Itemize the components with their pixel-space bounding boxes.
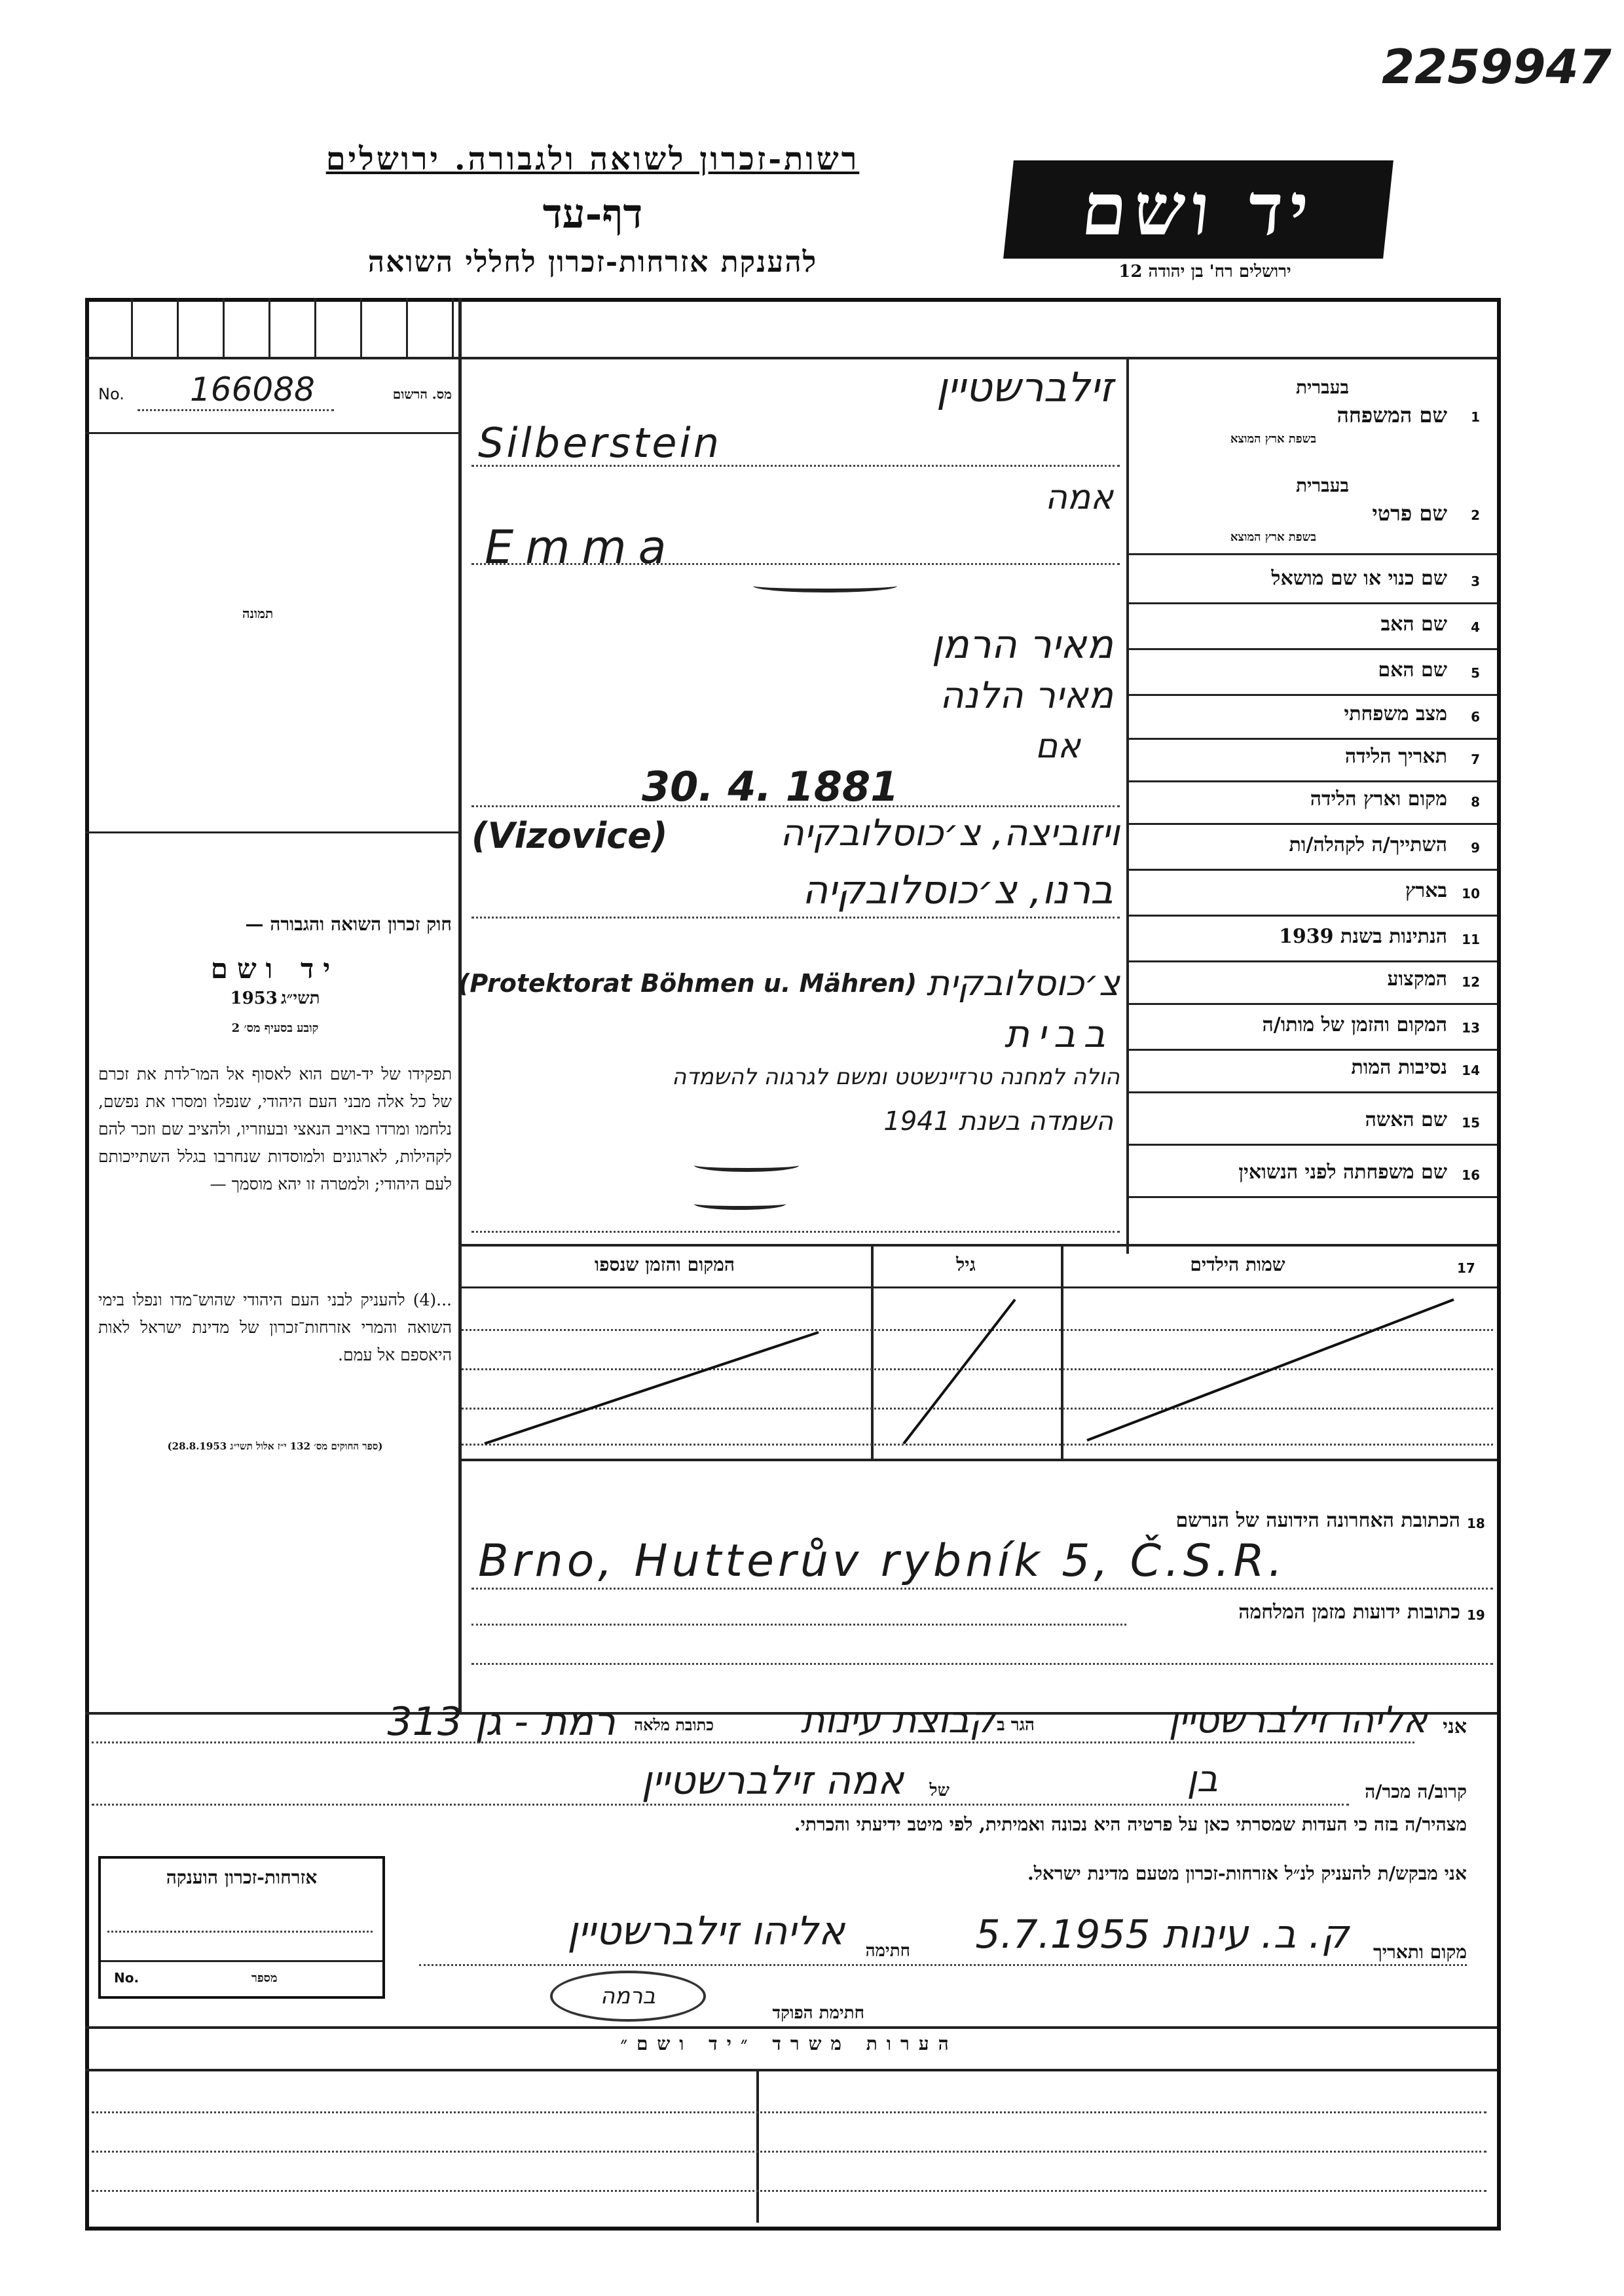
- value-surname-he: זילברשטיין: [936, 363, 1113, 411]
- field-14-label: נסיבות המות: [1351, 1056, 1447, 1079]
- official-label: חתימת הפוקד: [772, 2003, 864, 2023]
- field-12-num: 12: [1462, 974, 1480, 990]
- blank-wife-mark: [694, 1159, 799, 1172]
- law-year-he: תשי״ג: [280, 989, 320, 1008]
- value-given-he: אמה: [1044, 478, 1113, 517]
- field-8-num: 8: [1471, 794, 1480, 810]
- field-15-label: שם האשה: [1365, 1108, 1447, 1131]
- decl-line-4: אני מבקש/ת להעניק לנ״ל אזרחות-זכרון מטעם מדינת ישראל.: [1027, 1863, 1467, 1884]
- decl-relative-label: קרוב/ה מכר/ה: [1365, 1781, 1467, 1802]
- field-16: [1133, 1156, 1480, 1195]
- field-6-label: מצב משפחתי: [1344, 702, 1447, 725]
- value-given-latin: Emma: [485, 520, 678, 574]
- field-3-label: שם כנוי או שם מושאל: [1271, 567, 1447, 590]
- value-community: ברנו, צ׳כוסלובקיה: [802, 867, 1113, 913]
- field-10-label: בארץ: [1405, 879, 1447, 902]
- field-6: [1133, 697, 1480, 737]
- law-year: [98, 989, 452, 1008]
- decl-relation-value: בן: [1187, 1758, 1218, 1800]
- children-num: 17: [1457, 1260, 1475, 1276]
- field-16-label: שם משפחתה לפני הנשואין: [1238, 1161, 1447, 1184]
- field-6-num: 6: [1471, 709, 1480, 725]
- value-birth-date: 30. 4. 1881: [642, 763, 899, 811]
- decl-i-name: אליהו זילברשטיין: [1168, 1699, 1428, 1741]
- field-15-num: 15: [1462, 1115, 1480, 1131]
- field-4-num: 4: [1471, 619, 1480, 635]
- field-11-label: הנתינות בשנת 1939: [1278, 925, 1447, 948]
- field-14: [1133, 1051, 1480, 1090]
- value-surname-latin: Silberstein: [478, 419, 722, 467]
- decl-place-date-label: מקום ותאריך: [1373, 1941, 1467, 1963]
- form-subtitle: להענקת אזרחות-זכרון לחללי השואה: [367, 246, 818, 279]
- decl-signature-label: חתימה: [865, 1941, 910, 1961]
- field-1-sub-bottom: בשפת ארץ המוצא: [1230, 432, 1316, 446]
- law-name: יד ושם: [210, 953, 340, 985]
- decl-place-date-value: ק. ב. עינות 5.7.1955: [975, 1912, 1349, 1958]
- logo-text: יד ושם: [1077, 167, 1320, 251]
- field-3: [1133, 562, 1480, 601]
- decl-resides-label: הגר ב: [997, 1715, 1035, 1735]
- field-1-sub-top: בעברית: [1295, 376, 1349, 398]
- field-1: [1133, 376, 1480, 448]
- declaration-line-1: [92, 1686, 1467, 1758]
- field-13-num: 13: [1462, 1020, 1480, 1036]
- field-14-num: 14: [1462, 1063, 1480, 1078]
- value-nationality-he: צ׳כוסלובקית: [926, 962, 1120, 1004]
- field-15: [1133, 1103, 1480, 1142]
- official-signature: ברמה: [600, 1983, 656, 2009]
- field-10: [1133, 874, 1480, 913]
- field-1-label: שם המשפחה: [1337, 403, 1447, 428]
- last-address-label: הכתובת האחרונה הידועה של הנרשם: [1175, 1509, 1460, 1532]
- field-1-num: 1: [1471, 409, 1480, 425]
- field-7: [1133, 740, 1480, 779]
- field-13-label: המקום והזמן של מותו/ה: [1262, 1013, 1447, 1036]
- yad-vashem-logo: [1003, 160, 1393, 259]
- field-8-label: מקום וארץ הלידה: [1310, 788, 1447, 811]
- value-birthplace-latin: (Vizovice): [471, 815, 668, 856]
- field-7-label: תאריך הלידה: [1344, 745, 1447, 768]
- field-13: [1133, 1008, 1480, 1048]
- field-11-num: 11: [1462, 932, 1480, 947]
- registry-number-row: [98, 373, 452, 412]
- children-header-place: המקום והזמן שנספו: [595, 1254, 735, 1275]
- decl-of-value: אמה זילברשטיין: [641, 1758, 904, 1804]
- wartime-address-num: 19: [1467, 1607, 1485, 1623]
- field-9: [1133, 828, 1480, 867]
- field-5-label: שם האם: [1378, 659, 1447, 682]
- authority-title: רשות-זכרון לשואה ולגבורה. ירושלים: [325, 141, 860, 177]
- decl-of-label: של: [929, 1781, 950, 1800]
- field-8: [1133, 782, 1480, 822]
- value-mother: מאיר הלנה: [940, 674, 1113, 717]
- file-number: 2259947: [1382, 39, 1612, 94]
- children-header-names: שמות הילדים: [1190, 1254, 1285, 1275]
- field-2-sub-top: בעברית: [1295, 475, 1349, 496]
- wartime-address-label: כתובות ידועות מזמן המלחמה: [1238, 1601, 1460, 1624]
- field-9-label: השתייך/ה לקהלה/ות: [1289, 833, 1447, 856]
- decl-i-label: אני: [1443, 1715, 1467, 1738]
- citizenship-number-label: מספר: [251, 1971, 278, 1985]
- law-paragraph-2: ...(4) להעניק לבני העם היהודי שהוש־מדו ונפלו בימי השואה והמרי אזרחות־זכרון של מדינת ישראל לאות היאספם אל עמם.: [98, 1290, 452, 1364]
- decl-signature-value: אליהו זילברשטיין: [567, 1908, 845, 1954]
- last-address-value: Brno, Hutterův rybník 5, Č.S.R.: [478, 1535, 1287, 1587]
- law-paragraph-1: תפקידו של יד-ושם הוא לאסוף אל המו־לדת את זכרם של כל אלה מבני העם היהודי, שנפלו ומסרו את נפשם, נלחמו ומרדו באויב הנאצי ובעוזריו, ולהציב שם וזכר להם לקהילות, לארגונים ולמוסדות שנחרבו בגלל השתייכותם לעם היהודי; ולמטרה זו יהא מוסמך —: [98, 1065, 452, 1194]
- field-4: [1133, 608, 1480, 647]
- field-2-num: 2: [1471, 507, 1480, 523]
- field-4-label: שם האב: [1380, 613, 1447, 636]
- decl-address-label: כתובת מלאה: [634, 1715, 714, 1734]
- notes-title: הערות משרד ״יד ושם״: [620, 2033, 958, 2054]
- field-2-label: שם פרטי: [1372, 501, 1447, 526]
- field-12-label: המקצוע: [1387, 968, 1447, 991]
- children-header-age: גיל: [956, 1254, 976, 1275]
- registry-no-value: 166088: [190, 371, 315, 409]
- form-title: דף-עד: [542, 190, 643, 238]
- field-2: [1133, 475, 1480, 547]
- decl-address-value: רמת - גן 313: [387, 1699, 616, 1745]
- blank-maiden-mark: [694, 1198, 786, 1210]
- field-5-num: 5: [1471, 665, 1480, 681]
- field-3-num: 3: [1471, 574, 1480, 589]
- top-cells: [85, 298, 465, 357]
- value-nationality-latin: (Protektorat Böhmen u. Mähren): [458, 969, 917, 998]
- value-occupation: בבית: [1004, 1011, 1113, 1056]
- blank-pseudonym-mark: [753, 579, 897, 592]
- registry-label: מס. הרשום: [392, 386, 452, 402]
- header-address: ירושלים רח' בן יהודה 12: [1118, 262, 1291, 282]
- value-marital-status: אם: [1035, 727, 1080, 766]
- field-10-num: 10: [1462, 886, 1480, 902]
- field-9-num: 9: [1471, 840, 1480, 856]
- field-7-num: 7: [1471, 752, 1480, 767]
- citizenship-no-label: No.: [114, 1970, 139, 1986]
- field-11: [1133, 920, 1480, 959]
- value-father: מאיר הרמן: [931, 622, 1113, 668]
- photo-label: תמונה: [242, 606, 274, 621]
- field-12: [1133, 962, 1480, 1002]
- field-2-sub-bottom: בשפת ארץ המוצא: [1230, 530, 1316, 544]
- field-16-num: 16: [1462, 1167, 1480, 1183]
- value-birthplace-he: ויזוביצה, צ׳כוסלובקיה: [780, 812, 1120, 854]
- citizenship-box: [98, 1856, 385, 1999]
- field-5: [1133, 653, 1480, 693]
- value-circumstances: השמדה בשנת 1941: [883, 1106, 1113, 1137]
- decl-line-3: מצהיר/ה בזה כי העדות שמסרתי כאן על פרטיה היא נכונה ואמיתית, לפי מיטב ידיעתי והכרתי.: [794, 1813, 1467, 1835]
- children-strikeout: [458, 1286, 1497, 1460]
- value-place-of-death: הולה למחנה טרזיינשטט ומשם לגרגוה להשמדה: [671, 1064, 1120, 1090]
- decl-resides-value: קבוצת עינות: [800, 1699, 995, 1741]
- declaration-line-5: [393, 1902, 1467, 1974]
- law-year-en: 1953: [230, 989, 278, 1008]
- law-source: (ספר החוקים מס׳ 132 י״ז אלול תשי״ג 28.8.1953): [167, 1440, 383, 1452]
- official-stamp: [550, 1971, 706, 2022]
- declaration-line-2: [92, 1751, 1467, 1817]
- official-signature-row: [524, 1971, 864, 2030]
- last-address-num: 18: [1467, 1516, 1485, 1531]
- law-title: חוק זכרון השואה והגבורה —: [245, 913, 452, 935]
- registry-no-label: No.: [98, 385, 124, 403]
- law-section: קובע בסעיף מס׳ 2: [231, 1021, 319, 1035]
- citizenship-box-title: אזרחות-זכרון הוענקה: [166, 1867, 318, 1888]
